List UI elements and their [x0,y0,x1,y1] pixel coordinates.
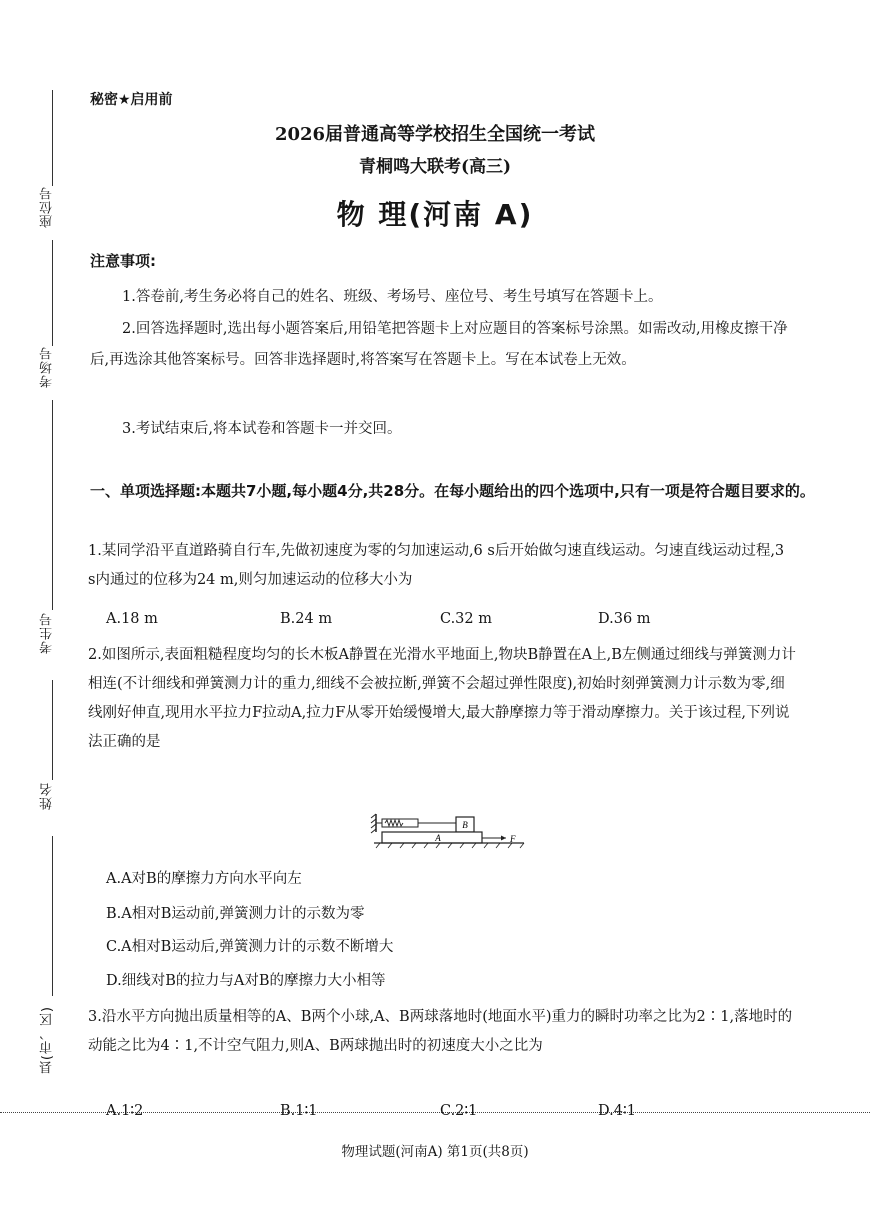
q2-option-c: C.A相对B运动后,弹簧测力计的示数不断增大 [106,939,394,955]
county-label: 县(市、区) [40,1006,55,1075]
board-a [382,832,482,843]
question-1-stem: 1.某同学沿平直道路骑自行车,先做初速度为零的匀加速运动,6 s后开始做匀速直线运动。匀速直线运动过程,3 s内通过的位移为24 m,则匀加速运动的位移大小为 [88,543,785,588]
margin-line [52,240,53,346]
question-3-stem: 3.沿水平方向抛出质量相等的A、B两个小球,A、B两球落地时(地面水平)重力的瞬时功率之比为2∶1,落地时的动能之比为4∶1,不计空气阻力,则A、B两球抛出时的初速度大小之比为 [88,1009,793,1054]
spring-board-figure [368,812,528,856]
q3-option-b: B.1∶1 [280,1103,318,1119]
exam-title: 2026届普通高等学校招生全国统一考试 [274,124,596,145]
force-label: F [510,834,516,844]
page-footer: 物理试题(河南A) 第1页(共8页) [341,1144,529,1160]
q3-option-a: A.1∶2 [106,1103,144,1119]
notice-item: 1.答卷前,考生务必将自己的姓名、班级、考场号、座位号、考生号填写在答题卡上。 [122,289,663,305]
margin-line [52,680,53,780]
q2-option-d: D.细线对B的拉力与A对B的摩擦力大小相等 [106,973,386,989]
q3-option-c: C.2∶1 [440,1103,478,1119]
q3-option-d: D.4∶1 [598,1103,636,1119]
question-2-stem: 2.如图所示,表面粗糙程度均匀的长木板A静置在光滑水平地面上,物块B静置在A上,B左侧通过细线与弹簧测力计相连(不计细线和弹簧测力计的重力,细线不会被拉断,弹簧不会超过弹性限度),初始时刻弹簧测力计示数为零,细线刚好伸直,现用水平拉力F拉动A,拉力F从零开始缓慢增大,最大静摩擦力等于滑动摩擦力。关于该过程,下列说法正确的是 [88,647,796,750]
q2-option-a: A.A对B的摩擦力方向水平向左 [106,871,302,887]
notice-heading: 注意事项: [90,252,156,270]
margin-line [52,836,53,996]
q1-option-a: A.18 m [106,611,158,627]
exam-room-label: 考场号 [40,346,55,388]
notice-item: 2.回答选择题时,选出每小题答案后,用铅笔把答题卡上对应题目的答案标号涂黑。如需改动,用橡皮擦干净后,再选涂其他答案标号。回答非选择题时,将答案写在答题卡上。写在本试卷上无效。 [90,321,788,368]
force-arrowhead [501,836,506,841]
q1-option-c: C.32 m [440,611,492,627]
candidate-number-label: 考生号 [40,612,55,654]
section-heading: 一、单项选择题:本题共7小题,每小题4分,共28分。在每小题给出的四个选项中,只有一项是符合题目要求的。 [90,482,815,500]
name-label: 姓名 [40,782,55,810]
confidential-mark: 秘密★启用前 [90,92,173,108]
margin-line [52,400,53,610]
exam-subtitle: 青桐鸣大联考(高三) [358,157,512,177]
seat-number-label: 座位号 [40,186,55,228]
notice-item: 3.考试结束后,将本试卷和答题卡一并交回。 [122,421,402,437]
q1-option-d: D.36 m [598,611,651,627]
ground-hatch [376,843,524,848]
subject-title: 物 理(河南 A) [336,198,534,231]
q2-option-b: B.A相对B运动前,弹簧测力计的示数为零 [106,906,365,922]
q1-option-b: B.24 m [280,611,333,627]
board-a-label: A [435,833,441,843]
block-b-label: B [462,820,468,830]
